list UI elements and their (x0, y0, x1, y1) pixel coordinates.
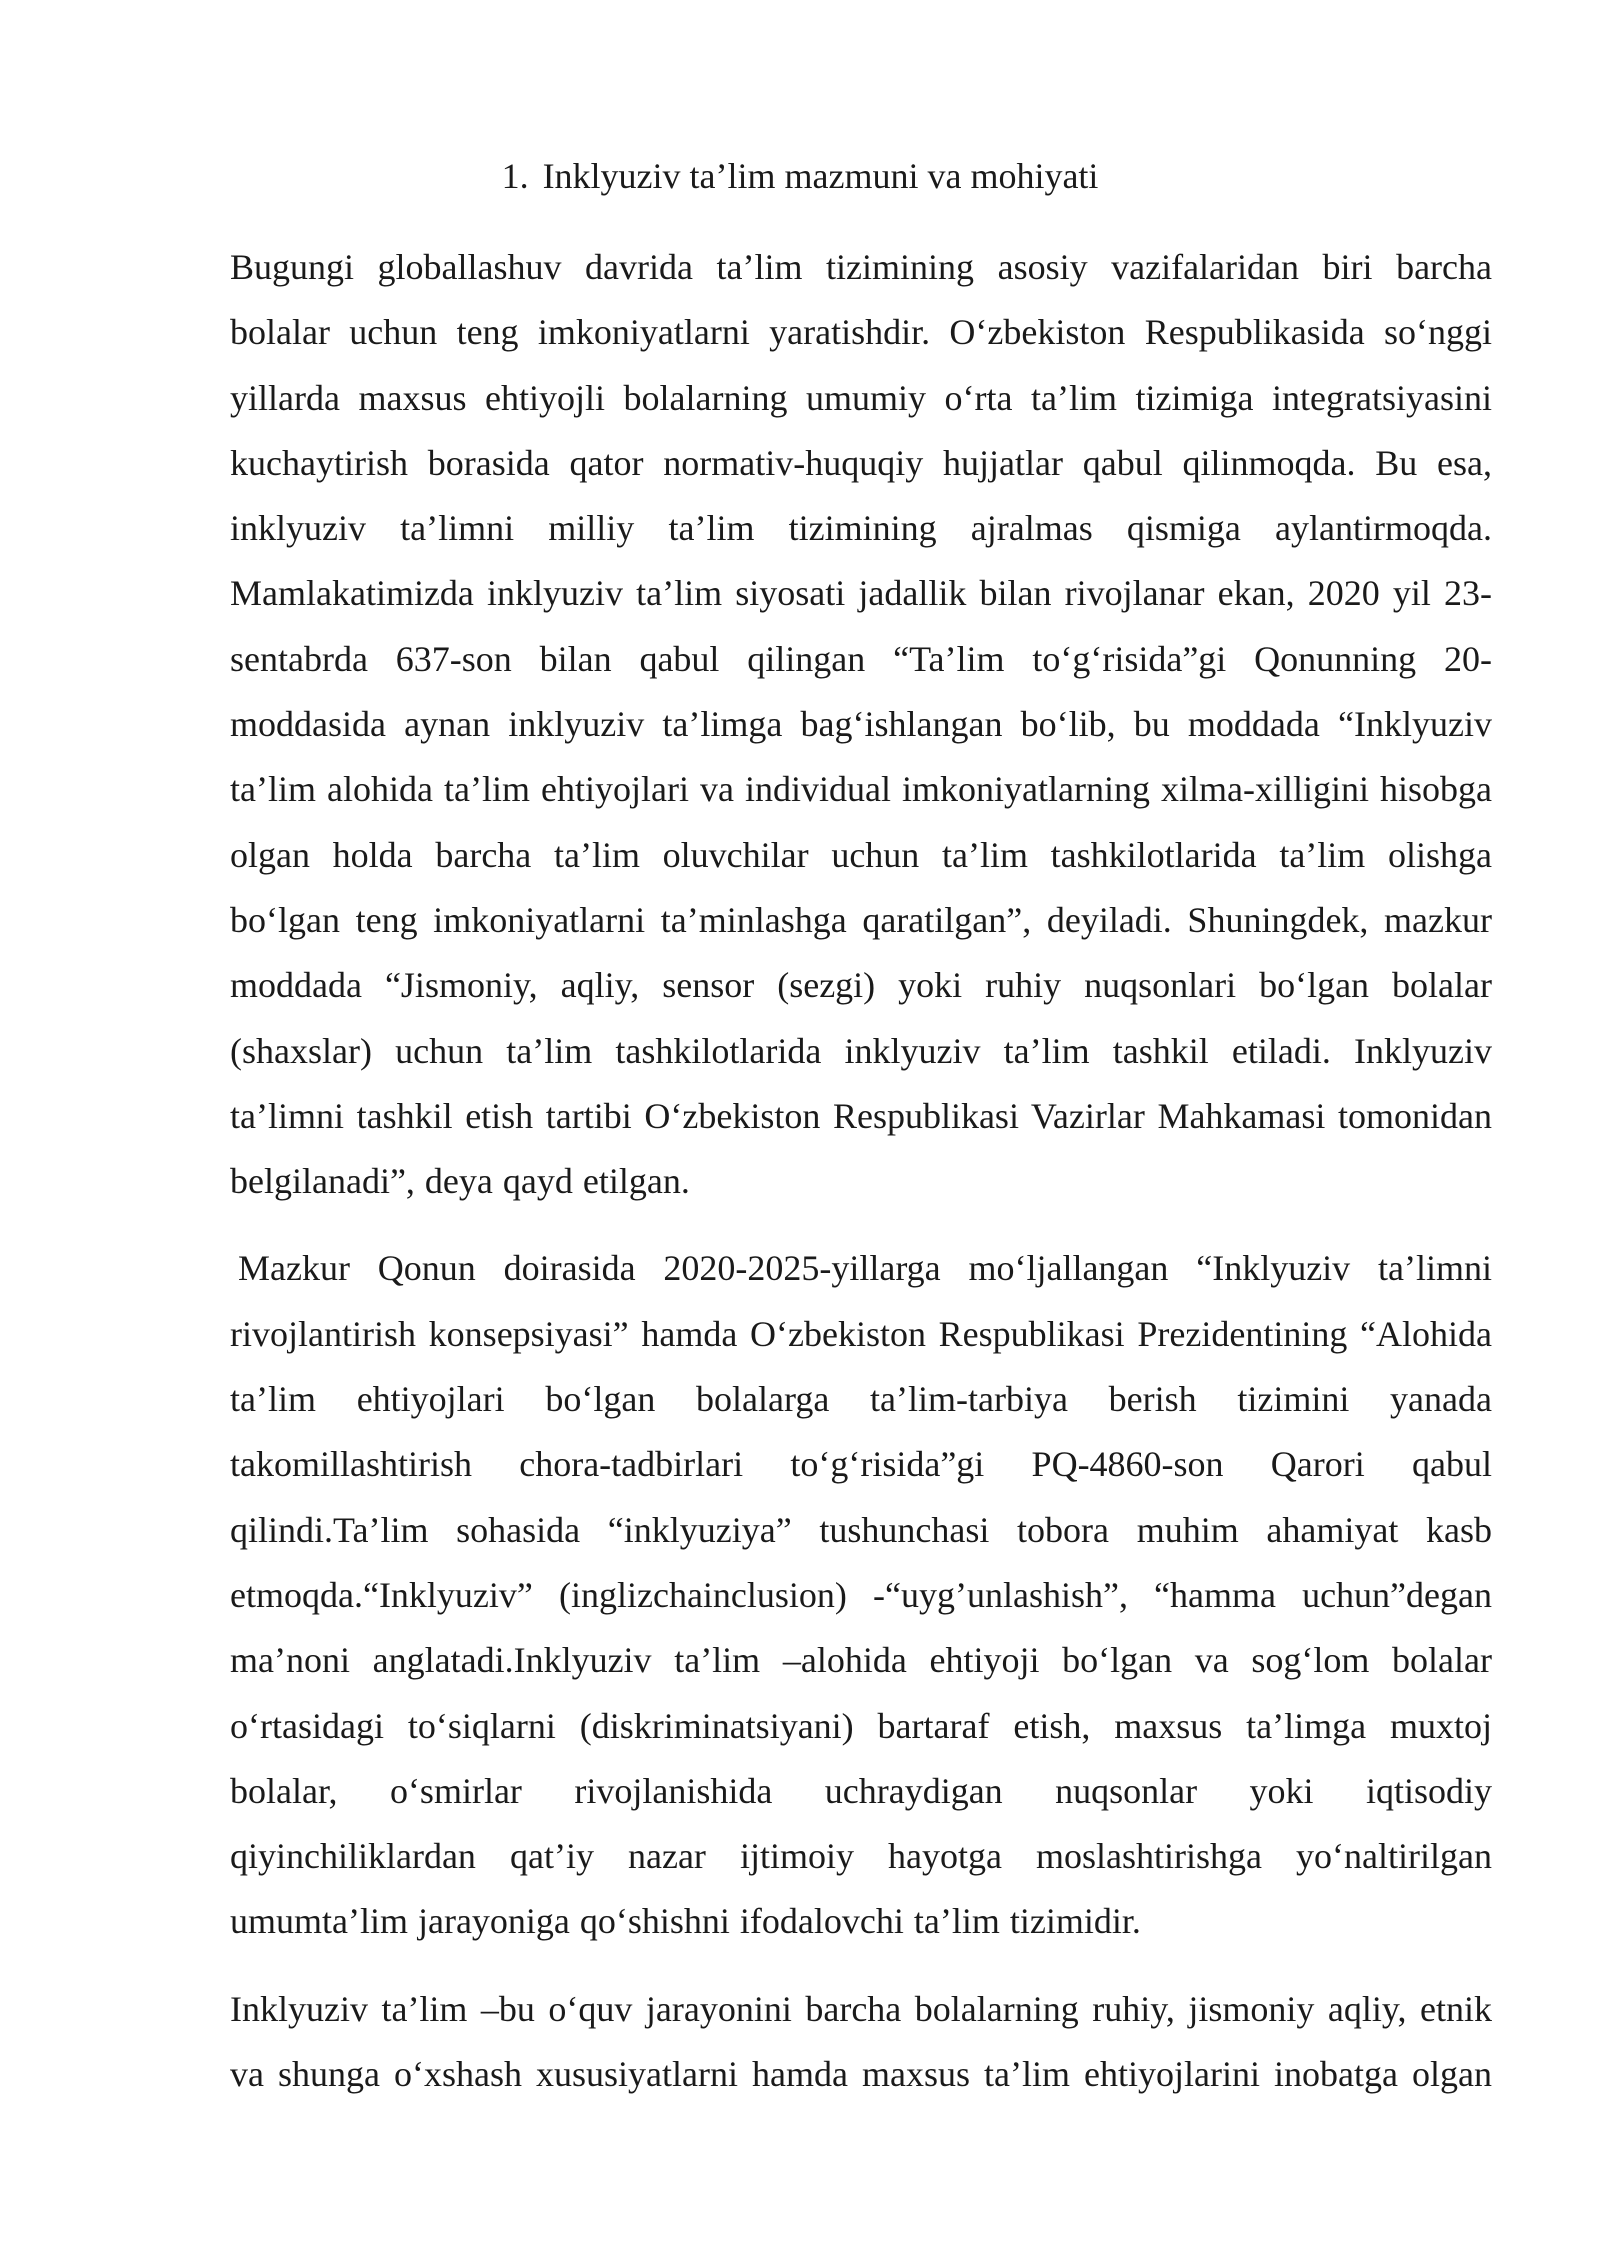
paragraph-2: Mazkur Qonun doirasida 2020-2025-yillarga mo‘ljallangan “Inklyuziv ta’limni rivojlantirish konsepsiyasi” hamda O‘zbekiston Respublikasi Prezidentining “Alohida ta’lim ehtiyojlari bo‘lgan bolalarga ta’lim-tarbiya berish tizimini yanada takomillashtirish chora-tadbirlari to‘g‘risida”gi PQ-4860-son Qarori qabul qilindi.Ta’lim sohasida “inklyuziya” tushunchasi tobora muhim ahamiyat kasb etmoqda.“Inklyuziv” (inglizchainclusion) -“uyg’unlashish”, “hamma uchun”degan ma’noni anglatadi.Inklyuziv ta’lim –alohida ehtiyoji bo‘lgan va sog‘lom bolalar o‘rtasidagi to‘siqlarni (diskriminatsiyani) bartaraf etish, maxsus ta’limga muxtoj bolalar, o‘smirlar rivojlanishida uchraydigan nuqsonlar yoki iqtisodiy qiyinchiliklardan qat’iy nazar ijtimoiy hayotga moslashtirishga yo‘naltirilgan umumta’lim jarayoniga qo‘shishni ifodalovchi ta’lim tizimidir. (230, 1248, 1492, 1942)
section-heading (0, 150, 1600, 202)
document-body (230, 235, 1492, 2129)
section-number: 1. (501, 156, 529, 196)
paragraph-3: Inklyuziv ta’lim –bu o‘quv jarayonini barcha bolalarning ruhiy, jismoniy aqliy, etnik va shunga o‘xshash xususiyatlarni hamda maxsus ta’lim ehtiyojlarini inobatga olgan (230, 1988, 1492, 2095)
paragraph-1: Bugungi globallashuv davrida ta’lim tizimining asosiy vazifalaridan biri barcha bolalar uchun teng imkoniyatlarni yaratishdir. O‘zbekiston Respublikasida so‘nggi yillarda maxsus ehtiyojli bolalarning umumiy o‘rta ta’lim tizimiga integratsiyasini kuchaytirish borasida qator normativ-huquqiy hujjatlar qabul qilinmoqda. Bu esa, inklyuziv ta’limni milliy ta’lim tizimining ajralmas qismiga aylantirmoqda. Mamlakatimizda inklyuziv ta’lim siyosati jadallik bilan rivojlanar ekan, 2020 yil 23-sentabrda 637-son bilan qabul qilingan “Ta’lim to‘g‘risida”gi Qonunning 20-moddasida aynan inklyuziv ta’limga bag‘ishlangan bo‘lib, bu moddada “Inklyuziv ta’lim alohida ta’lim ehtiyojlari va individual imkoniyatlarning xilma-xilligini hisobga olgan holda barcha ta’lim oluvchilar uchun ta’lim tashkilotlarida ta’lim olishga bo‘lgan teng imkoniyatlarni ta’minlashga qaratilgan”, deyiladi. Shuningdek, mazkur moddada “Jismoniy, aqliy, sensor (sezgi) yoki ruhiy nuqsonlari bo‘lgan bolalar (shaxslar) uchun ta’lim tashkilotlarida inklyuziv ta’lim tashkil etiladi. Inklyuziv ta’limni tashkil etish tartibi O‘zbekiston Respublikasi Vazirlar Mahkamasi tomonidan belgilanadi”, deya qayd etilgan. (230, 247, 1492, 1202)
section-title: Inklyuziv ta’lim mazmuni va mohiyati (542, 156, 1099, 196)
